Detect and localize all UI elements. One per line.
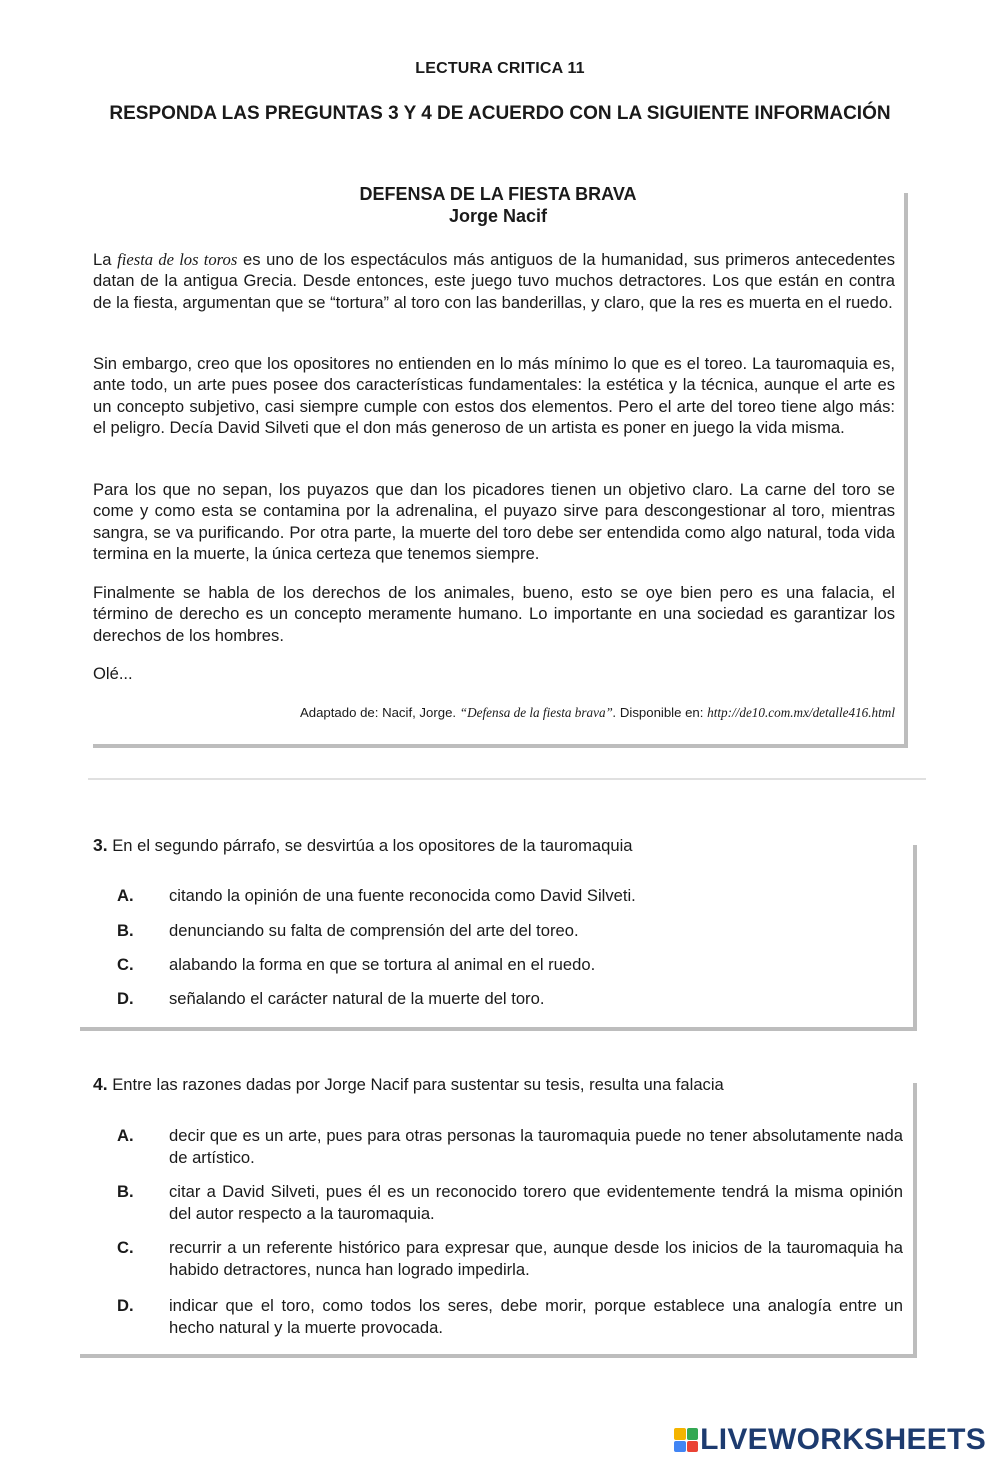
passage-citation (300, 705, 895, 721)
option-text: indicar que el toro, como todos los seres, debe morir, porque establece una analogía entre un hecho natural y la muerte provocada. (169, 1296, 903, 1337)
passage-title: DEFENSA DE LA FIESTA BRAVA (359, 184, 637, 204)
passage-box-right-border (904, 193, 908, 748)
logo-square (674, 1428, 686, 1440)
option-letter: B. (117, 1182, 134, 1201)
option-letter: D. (117, 1296, 134, 1315)
worksheet-title: LECTURA CRITICA 11 (415, 60, 585, 77)
passage-box-bottom-border (93, 744, 908, 748)
citation-url: http://de10.com.mx/detalle416.html (707, 705, 895, 720)
option-text: citando la opinión de una fuente reconocida como David Silveti. (169, 886, 636, 905)
passage-paragraph-4 (93, 582, 895, 646)
question-4-number: 4. (93, 1074, 108, 1094)
liveworksheets-logo-icon (674, 1428, 698, 1452)
question-3-text: En el segundo párrafo, se desvirtúa a los opositores de la tauromaquia (112, 836, 633, 855)
question-4-bottom-border (80, 1354, 917, 1358)
p3-text: Para los que no sepan, los puyazos que dan los picadores tienen un objetivo claro. La carne del toro se come y como esta se contamina por la adrenalina, el puyazo sirve para descongestionar al toro, mientras sangra, se va purificando. Por otra parte, la muerte del toro debe ser entendida como algo natural, toda vida termina en la muerte, la única certeza que tenemos siempre. (93, 480, 895, 563)
option-letter: D. (117, 989, 134, 1008)
question-4-stem (93, 1074, 905, 1095)
question-3-stem (93, 835, 905, 856)
passage-author: Jorge Nacif (448, 206, 548, 226)
citation-prefix: Adaptado de: Nacif, Jorge. (299, 705, 457, 720)
question-3-number: 3. (93, 835, 108, 855)
question-3-right-border (913, 845, 917, 1031)
instruction-heading: RESPONDA LAS PREGUNTAS 3 Y 4 DE ACUERDO CON LA SIGUIENTE INFORMACIÓN (109, 103, 891, 124)
logo-square (687, 1441, 699, 1453)
section-divider (88, 778, 926, 780)
passage-paragraph-3 (93, 479, 895, 564)
question-4-right-border (913, 1083, 917, 1358)
p1-italic-phrase: fiesta de los toros (117, 250, 238, 269)
reading-passage (93, 183, 903, 720)
citation-title: “Defensa de la fiesta brava”. (459, 705, 617, 720)
option-text: citar a David Silveti, pues él es un reconocido torero que evidentemente tendrá la misma opinión del autor respecto a la tauromaquia. (169, 1182, 903, 1223)
logo-square (687, 1428, 699, 1440)
logo-square (674, 1441, 686, 1453)
passage-paragraph-5 (93, 663, 895, 684)
p1-start: La (93, 250, 112, 269)
p2-text: Sin embargo, creo que los opositores no entienden en lo más mínimo lo que es el toreo. La tauromaquia es, ante todo, un arte pues posee dos características fundamentales: la estética y la técnica, aunque el arte es un concepto subjetivo, casi siempre cumple con estos dos elementos. Pero el arte del toreo tiene algo más: el peligro. Decía David Silveti que el don más generoso de un artista es poner en juego la vida misma. (93, 354, 895, 437)
option-text: recurrir a un referente histórico para expresar que, aunque desde los inicios de la tauromaquia ha habido detractores, nunca han logrado impedirla. (169, 1238, 903, 1279)
citation-mid: Disponible en: (619, 705, 704, 720)
passage-paragraph-1 (93, 249, 895, 313)
option-letter: A. (117, 1126, 134, 1145)
liveworksheets-brand[interactable] (674, 1423, 986, 1457)
brand-name: LIVEWORKSHEETS (700, 1423, 986, 1456)
option-text: denunciando su falta de comprensión del arte del toreo. (169, 921, 579, 940)
option-text: decir que es un arte, pues para otras personas la tauromaquia puede no tener absolutamente nada de artístico. (169, 1126, 903, 1167)
question-3 (93, 835, 905, 1020)
option-letter: C. (117, 955, 134, 974)
option-text: alabando la forma en que se tortura al animal en el ruedo. (169, 955, 596, 974)
question-4-text: Entre las razones dadas por Jorge Nacif para sustentar su tesis, resulta una falacia (112, 1075, 724, 1094)
option-letter: C. (117, 1238, 134, 1257)
option-text: señalando el carácter natural de la muerte del toro. (169, 989, 545, 1008)
question-3-bottom-border (80, 1027, 917, 1031)
option-letter: A. (117, 886, 134, 905)
option-letter: B. (117, 921, 134, 940)
p1-rest: es uno de los espectáculos más antiguos de la humanidad, sus primeros antecedentes datan de la antigua Grecia. Desde entonces, este juego tuvo muchos detractores. Los que están en contra de la fiesta, argumentan que se “tortura” al toro con las banderillas, y claro, que la res es muerta en el ruedo. (93, 250, 895, 312)
p5-text: Olé... (93, 664, 133, 683)
p4-text: Finalmente se habla de los derechos de los animales, bueno, esto se oye bien pero es una falacia, el término de derecho es un concepto meramente humano. Lo importante en una sociedad es garantizar los derechos de los hombres. (93, 583, 895, 645)
passage-paragraph-2 (93, 353, 895, 438)
question-4 (93, 1074, 905, 1344)
